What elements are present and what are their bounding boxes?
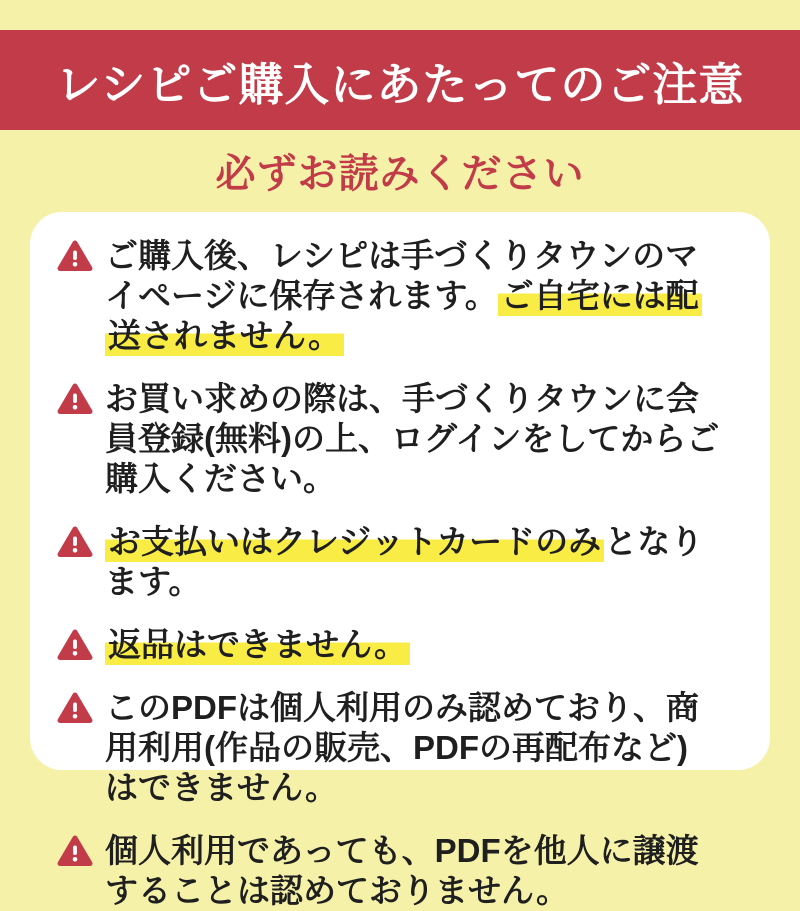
warning-triangle-icon <box>57 240 93 272</box>
plain-text: このPDFは個人利用のみ認めており、商用利用(作品の販売、PDFの再配布など) はできません。 <box>105 689 699 806</box>
notice-text <box>105 625 410 665</box>
plain-text: お買い求めの際は、手づくりタウンに会員登録(無料)の上、ログインをしてからご購入ください。 <box>105 380 720 497</box>
notice-page <box>0 30 800 909</box>
warning-triangle-icon <box>57 835 93 867</box>
warning-triangle-icon <box>57 629 93 661</box>
page-title: レシピご購入にあたってのご注意 <box>55 58 745 110</box>
warning-triangle-icon <box>57 526 93 558</box>
notice-item <box>57 831 722 911</box>
notice-text <box>105 522 722 602</box>
notice-text <box>105 236 722 356</box>
warning-triangle-icon <box>57 692 93 724</box>
plain-text: ご購入後、レシピは手づくりタウンのマイページに保存されます。 <box>105 237 699 314</box>
notice-item <box>57 236 722 356</box>
notice-item <box>57 379 722 499</box>
notice-item <box>57 522 722 602</box>
notice-list <box>57 236 722 911</box>
highlighted-text: ご自宅には配送されません。 <box>105 277 702 356</box>
notice-text <box>105 379 722 499</box>
subtitle-must-read: 必ずお読みください <box>215 151 585 196</box>
highlighted-text: 返品はできません。 <box>105 626 410 665</box>
notice-text <box>105 831 722 911</box>
notice-item <box>57 688 722 808</box>
notice-text <box>105 688 722 808</box>
plain-text: 個人利用であっても、PDFを他人に譲渡することは認めておりません。 <box>105 832 699 909</box>
header-banner <box>0 30 800 130</box>
notice-item <box>57 625 722 665</box>
notice-panel <box>30 212 770 909</box>
highlighted-text: お支払いはクレジットカードのみ <box>105 523 604 562</box>
plain-text: となります。 <box>105 523 704 600</box>
warning-triangle-icon <box>57 383 93 415</box>
